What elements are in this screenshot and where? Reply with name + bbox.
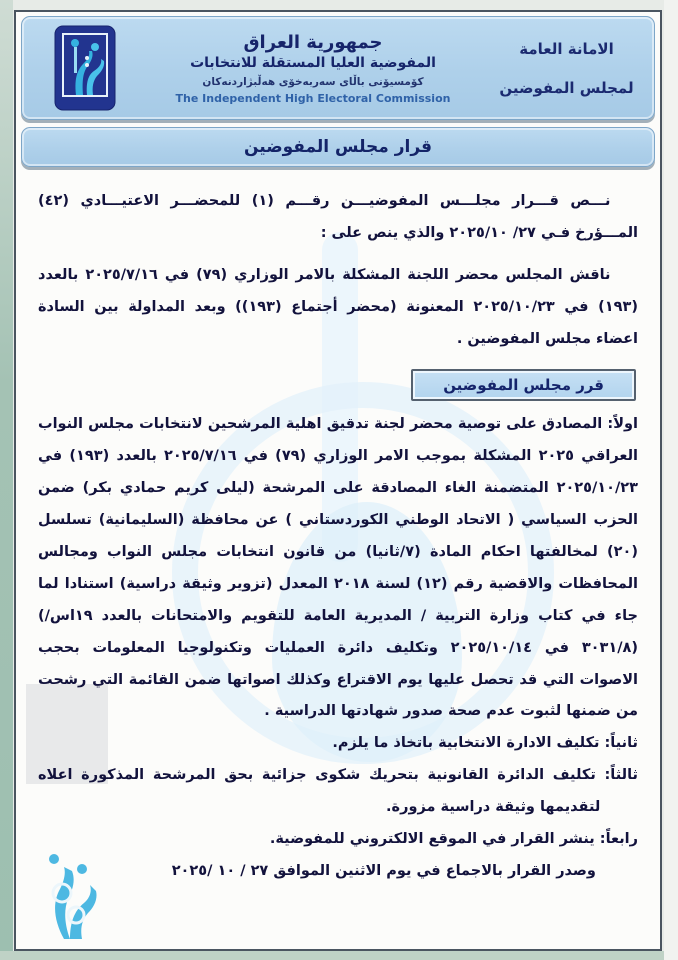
page-edge-bottom (0, 951, 678, 960)
secretariat-line2: لمجلس المفوضين (499, 79, 634, 97)
emblem-country: جمهورية العراق (243, 31, 383, 53)
secretariat-line1: الامانة العامة (519, 40, 614, 58)
document-body (22, 172, 654, 945)
document-title: قرار مجلس المفوضين (243, 137, 433, 157)
commission-emblem-text (147, 29, 479, 107)
clause-first-text-b: في ٢٠٢٥/١٠/١٤ وتكليف دائرة العمليات وتكنولوجيا المعلومات بحجب الاصوات التي قد تحصل عليها يوم الاقتراع وكذلك اصواتها ضمن القائمة التي رشحت من ضمنها لثبوت عدم صحة صدور شهادتها الدراسية . (38, 639, 638, 720)
closing-statement: وصدر القرار بالاجماع في يوم الاثنين الموافق ٢٧ / ١٠ /٢٠٢٥ (171, 862, 596, 879)
page-edge-right (664, 0, 678, 960)
clause-first (38, 409, 638, 728)
secretariat-title (479, 28, 654, 108)
page-edge-left (0, 0, 13, 960)
paragraph-discussion: ناقش المجلس محضر اللجنة المشكلة بالامر الوزاري (٧٩) في ٢٠٢٥/٧/١٦ بالعدد (١٩٣) في ٢٠٢٥/١٠/٢٣ المعنونة (محضر أجتماع (١٩٣)) وبعد المداولة بين السادة اعضاء مجلس المفوضين . (38, 266, 638, 347)
emblem-commission-name: المفوضية العليا المستقلة للانتخابات (190, 55, 436, 72)
header (21, 16, 655, 120)
clause-second: ثانياً: تكليف الادارة الانتخابية باتخاذ ما يلزم. (332, 735, 638, 752)
clause-fourth: رابعاً: ينشر القرار في الموقع الالكتروني للمفوضية. (269, 831, 638, 848)
document-reference-number: (١٩اس/٣٠٣١/٨) (38, 607, 638, 656)
decision-label-box (411, 369, 636, 401)
clause-third: ثالثاً: تكليف الدائرة القانونية بتحريك شكوى جزائية بحق المرشحة المذكورة اعلاه لتقديمها وثيقة دراسية مزورة. (38, 767, 638, 816)
document-page (14, 10, 662, 951)
emblem-english-name: The Independent High Electoral Commission (175, 91, 451, 105)
document-title-bar (21, 127, 655, 167)
paragraph-decision-intro: نـــص قـــرار مجلـــس المفوضيـــن رقـــم (١) للمحضـــر الاعتيـــادي (٤٢) المـــؤرخ فـي ٢٧/ ٢٠٢٥/١٠ والذي ينص على : (38, 193, 638, 241)
emblem-kurdish-name: كۆمسيۆنى باڵاى سەربەخۆى هەڵبژاردنەكان (202, 75, 424, 88)
clause-first-text-a: اولاً: المصادق على توصية محضر لجنة تدقيق اهلية المرشحين لانتخابات مجلس النواب العراقي ٢٠٢٥ المشكلة بموجب الامر الوزاري (٧٩) في ٢٠٢٥/٧/١٦ بالعدد (١٩٣) في ٢٠٢٥/١٠/٢٣ المتضمنة الغاء المصادقة على المرشحة (ليلى كريم حمادي بكر) ضمن الحزب السياسي ( الاتحاد الوطني الكوردستاني ) عن محافظة (السليمانية) تسلسل (٢٠) لمخالفتها احكام المادة (٧/ثانيا) من قانون انتخابات مجلس النواب ومجالس المحافظات والاقضية رقم (١٢) لسنة ٢٠١٨ المعدل (تزوير وثيقة دراسية) استنادا لما جاء في كتاب وزارة التربية / المديرية العامة للتقويم والامتحانات بالعدد (38, 416, 638, 624)
ihec-logo-icon (22, 25, 147, 111)
decision-label: قرر مجلس المفوضين (443, 376, 604, 395)
